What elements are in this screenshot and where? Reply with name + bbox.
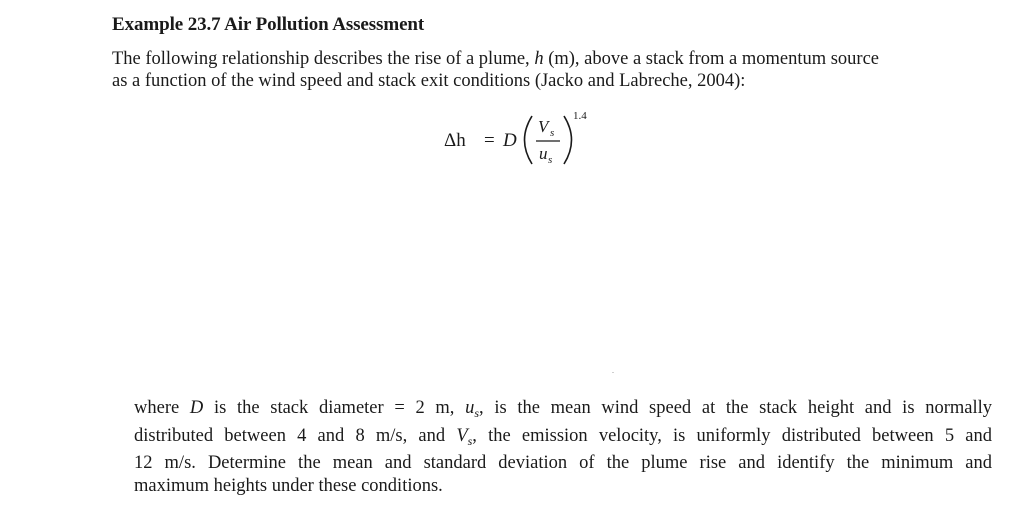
plume-rise-equation <box>440 103 640 181</box>
denominator-u: u <box>539 144 548 163</box>
equation-exponent: 1.4 <box>573 110 587 122</box>
equation-coef: D <box>503 130 517 151</box>
intro-line-2: as a function of the wind speed and stack exit conditions (Jacko and Labreche, 2004): <box>112 71 746 91</box>
variable-h: h <box>534 49 544 69</box>
equation-equals: = <box>484 130 495 151</box>
scan-artifact <box>612 372 614 373</box>
body-line-3: 12 m/s. Determine the mean and standard deviation of the plume rise and identify the minimum and <box>134 453 992 473</box>
problem-paragraph <box>134 397 992 497</box>
body-line-4: maximum heights under these conditions. <box>134 475 443 496</box>
numerator-sub: s <box>550 127 555 139</box>
left-paren <box>525 116 533 164</box>
equation-lhs: Δh <box>444 130 466 151</box>
example-heading: Example 23.7 Air Pollution Assessment <box>112 14 425 35</box>
intro-line-1: The following relationship describes the rise of a plume, h (m), above a stack from a momentum source <box>112 49 880 69</box>
right-paren <box>564 116 572 164</box>
denominator-sub: s <box>548 154 553 166</box>
intro-paragraph <box>112 48 992 92</box>
body-line-1: where D is the stack diameter = 2 m, $u_s$, is the mean wind speed at the stack height and is normally <box>134 398 992 420</box>
numerator-v: V <box>538 117 549 136</box>
body-line-2: distributed between 4 and 8 m/s, and $V_s$, the emission velocity, is uniformly distributed between 5 and <box>134 425 993 448</box>
